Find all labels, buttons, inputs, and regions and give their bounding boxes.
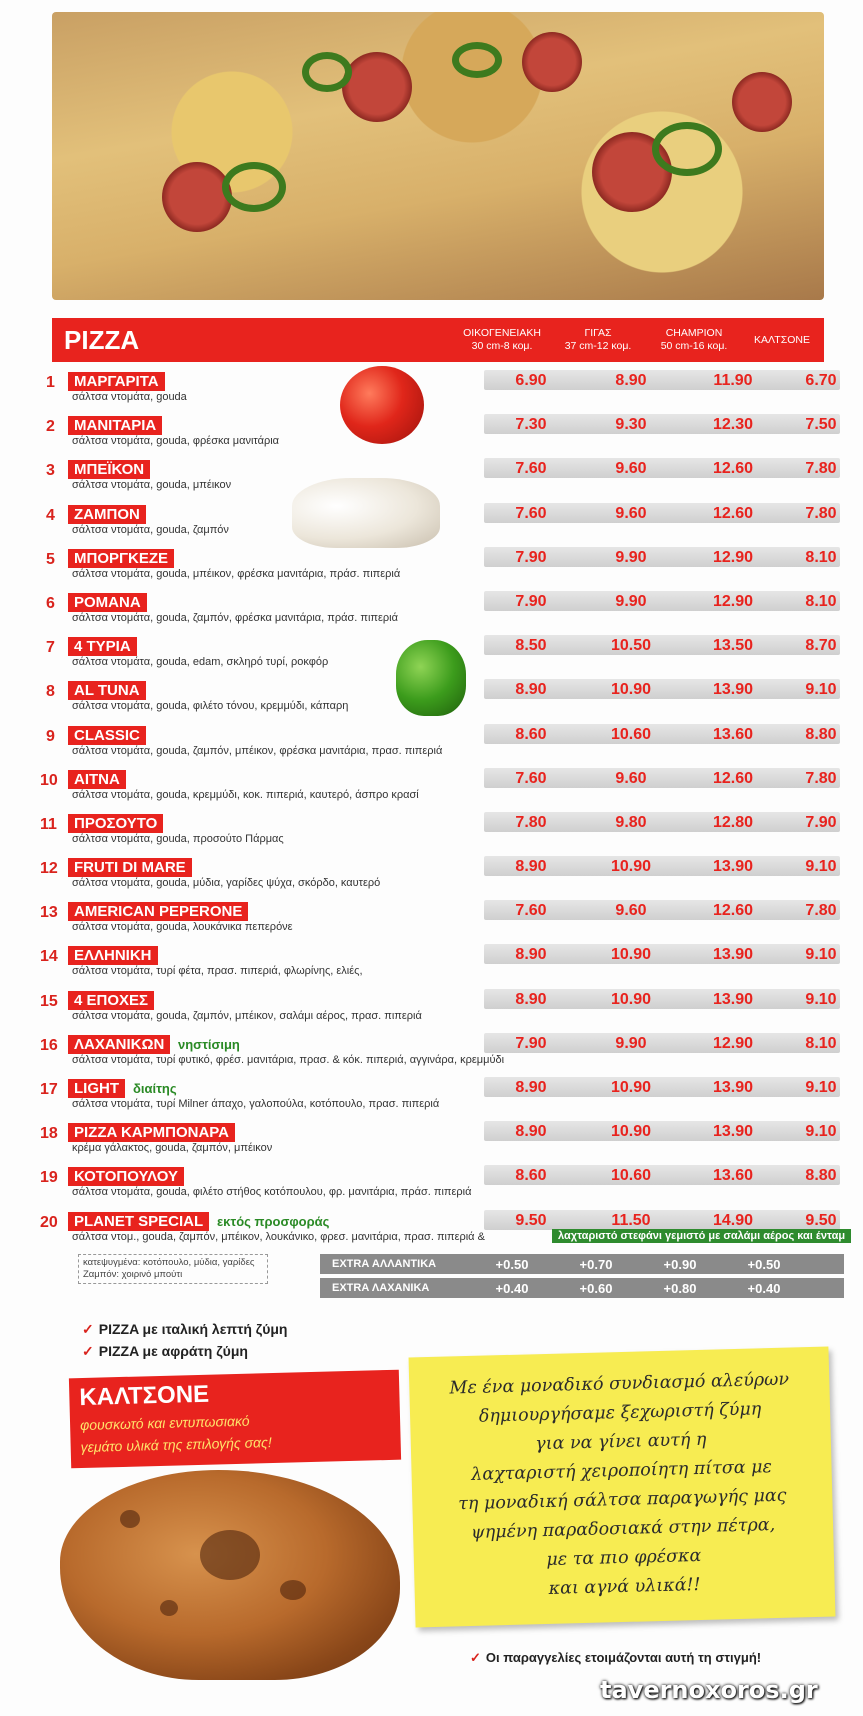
pizza-price: 7.90 <box>515 548 547 566</box>
pizza-row <box>44 366 844 410</box>
pizza-price: 8.90 <box>515 946 547 964</box>
pizza-row <box>44 675 844 719</box>
sticky-line: λαχταριστή χειροποίητη πίτσα με <box>470 1457 773 1485</box>
dough-option <box>82 1318 287 1340</box>
pizza-row <box>40 940 844 984</box>
pizza-number: 18 <box>40 1125 58 1143</box>
pizza-section-header <box>52 318 824 362</box>
calzone-subtitle: γεμάτο υλικά της επιλογής σας! <box>80 1434 272 1456</box>
pizza-name: CLASSIC <box>68 726 146 745</box>
pizza-price: 11.90 <box>713 372 753 389</box>
pizza-price: 9.90 <box>615 592 647 610</box>
pizza-row <box>40 1073 844 1117</box>
pizza-price: 7.80 <box>805 460 837 478</box>
extra-price: +0.60 <box>579 1280 613 1296</box>
pizza-price: 9.10 <box>805 858 837 876</box>
dough-option-label: PIZZA με ιταλική λεπτή ζύμη <box>98 1321 288 1337</box>
pizza-ingredients: σάλτσα ντομάτα, τυρί φυτικό, φρέσ. μανιτάρια, πρασ. & κόκ. πιπεριά, αγγινάρα, κρεμμύδι <box>72 1053 505 1066</box>
calzone-subtitle: φουσκωτό και εντυπωσιακό <box>79 1412 250 1434</box>
pizza-price: 9.90 <box>615 548 647 566</box>
pizza-number: 16 <box>40 1036 58 1054</box>
pizza-price: 10.90 <box>610 1079 652 1096</box>
pizza-number: 14 <box>40 948 58 966</box>
pizza-number: 8 <box>46 683 55 701</box>
sticky-line: και αγνά υλικά!! <box>548 1574 701 1599</box>
column-calzone-name: ΚΑΛΤΣΟΝΕ <box>754 333 810 346</box>
pizza-price: 8.80 <box>805 725 837 743</box>
pizza-price: 12.90 <box>712 592 754 610</box>
pizza-price: 13.90 <box>712 1079 754 1096</box>
pizza-price: 9.60 <box>615 902 647 920</box>
extra-price: +0.50 <box>495 1256 529 1272</box>
pizza-ingredients: σάλτσα ντομάτα, gouda, ζαμπόν, φρέσκα μανιτάρια, πράσ. πιπεριά <box>72 611 398 624</box>
check-icon: ✓ <box>470 1650 481 1665</box>
pizza-name: ΠΡΟΣΟΥΤΟ <box>68 814 163 833</box>
sticky-line: Με ένα μοναδικό συνδιασμό αλεύρων <box>449 1369 790 1399</box>
extra-row-vegetables <box>320 1278 844 1298</box>
pizza-number: 2 <box>46 418 55 436</box>
pizza-price: 7.60 <box>515 460 547 478</box>
pizza-tag: διαίτης <box>133 1081 177 1096</box>
pizza-price: 8.10 <box>805 592 837 610</box>
pizza-name: ΑΙΤΝΑ <box>68 770 126 789</box>
pizza-price: 13.90 <box>712 990 754 1008</box>
pizza-price: 7.80 <box>805 902 837 920</box>
pizza-row <box>40 852 844 896</box>
column-champion <box>646 327 742 353</box>
pizza-number: 7 <box>46 639 55 657</box>
pizza-price: 7.90 <box>805 813 837 831</box>
column-family-name: ΟΙΚΟΓΕΝΕΙΑΚΗ <box>463 327 541 339</box>
note-line: Ζαμπόν: χοιρινό μπούτι <box>83 1269 183 1280</box>
pizza-ingredients: σάλτσα ντομάτα, gouda, μπέικον, φρέσκα μανιτάρια, πράσ. πιπεριά <box>72 567 401 580</box>
pizza-price: 9.60 <box>615 769 647 787</box>
pizza-name: AL TUNA <box>68 681 146 700</box>
pizza-price: 13.90 <box>712 1123 754 1141</box>
pizza-row <box>40 1029 844 1073</box>
pizza-price: 13.90 <box>712 858 754 876</box>
pizza-price: 9.50 <box>515 1211 547 1229</box>
pizza-price: 12.60 <box>712 769 754 787</box>
pizza-row <box>44 587 844 631</box>
pizza-price: 10.60 <box>610 725 652 743</box>
pizza-ingredients: σάλτσα ντομάτα, gouda, ζαμπόν <box>72 523 229 536</box>
column-family-size: 30 cm-8 κομ. <box>471 340 533 352</box>
pizza-price: 8.90 <box>515 1079 547 1096</box>
pizza-name: ΛΑΧΑΝΙΚΩΝ <box>68 1035 170 1054</box>
pizza-row <box>44 410 844 454</box>
pizza-hero-image <box>52 12 824 300</box>
pizza-price: 7.60 <box>515 902 547 920</box>
pizza-number: 3 <box>46 462 55 480</box>
pizza-price: 9.30 <box>615 416 647 434</box>
pizza-price: 7.90 <box>515 592 547 610</box>
pizza-row <box>40 764 844 808</box>
pizza-tag: εκτός προσφοράς <box>217 1213 330 1229</box>
site-watermark: tavernoxoros.gr <box>600 1676 818 1704</box>
pizza-tag: νηστίσιμη <box>178 1036 240 1052</box>
pizza-price: 9.90 <box>615 1034 647 1052</box>
calzone-banner <box>69 1370 401 1469</box>
extra-price: +0.70 <box>579 1256 613 1272</box>
sticky-line: με τα πιο φρέσκα <box>546 1545 702 1571</box>
pizza-number: 12 <box>40 860 58 878</box>
pizza-name: ΕΛΛΗΝΙΚΗ <box>68 946 158 965</box>
pizza-price: 9.80 <box>615 813 647 831</box>
pizza-price: 12.90 <box>712 548 754 566</box>
pizza-price: 9.60 <box>615 460 647 478</box>
pizza-price: 11.50 <box>611 1211 651 1229</box>
pizza-section-title: PIZZA <box>64 324 140 355</box>
note-line: κατεψυγμένα: κοτόπουλο, μύδια, γαρίδες <box>83 1257 255 1268</box>
pizza-name: ΜΑΡΓΑΡΙΤΑ <box>68 372 165 391</box>
extra-price: +0.40 <box>495 1280 529 1296</box>
pizza-row <box>40 1161 844 1205</box>
pizza-number: 4 <box>46 506 55 524</box>
extra-price: +0.90 <box>663 1256 697 1272</box>
pizza-row <box>40 985 844 1029</box>
pizza-number: 5 <box>46 550 55 568</box>
pizza-name: ΜΠΟΡΓΚΕΖΕ <box>68 549 174 568</box>
pizza-price: 10.90 <box>610 990 652 1008</box>
pizza-row <box>44 720 844 764</box>
extra-label: EXTRA ΛΑΧΑΝΙΚΑ <box>332 1282 430 1294</box>
pizza-price: 7.60 <box>515 504 547 522</box>
pizza-price: 9.10 <box>805 681 837 699</box>
pizza-ingredients: σάλτσα ντομάτα, gouda, προσούτο Πάρμας <box>72 832 284 845</box>
pizza-ingredients: σάλτσα ντομ., gouda, ζαμπόν, μπέικον, λουκάνικο, φρεσ. μανιτάρια, πρασ. πιπεριά & <box>72 1230 485 1243</box>
column-calzone <box>742 334 822 347</box>
pizza-number: 9 <box>46 727 55 745</box>
pizza-price: 7.30 <box>515 416 547 434</box>
pizza-price: 10.90 <box>610 946 652 964</box>
pizza-price: 10.60 <box>610 1167 652 1185</box>
column-family <box>454 327 550 353</box>
pizza-price: 8.90 <box>515 858 547 876</box>
pizza-name: ΚΟΤΟΠΟΥΛΟΥ <box>68 1167 184 1186</box>
pizza-price: 13.60 <box>712 1167 754 1185</box>
pizza-price: 7.80 <box>805 504 837 522</box>
pizza-price: 8.70 <box>805 637 837 655</box>
pizza-row <box>40 808 844 852</box>
pizza-price: 13.60 <box>712 725 754 743</box>
sticky-line: δημιουργήσαμε ξεχωριστή ζύμη <box>478 1399 762 1427</box>
pizza-price: 13.90 <box>712 681 754 699</box>
sticky-line: τη μοναδική σάλτσα παραγωγής μας <box>457 1485 787 1515</box>
pizza-name: ΜΑΝΙΤΑΡΙΑ <box>68 416 162 435</box>
column-giant <box>550 327 646 353</box>
pizza-price: 10.90 <box>610 681 652 699</box>
pizza-number: 13 <box>40 904 58 922</box>
pizza-price: 8.60 <box>515 725 547 743</box>
pizza-ingredients: σάλτσα ντομάτα, gouda, edam, σκληρό τυρί, ροκφόρ <box>72 656 329 669</box>
pizza-ingredients: σάλτσα ντομάτα, gouda, ζαμπόν, μπέικον, φρέσκα μανιτάρια, πρασ. πιπεριά <box>72 744 443 757</box>
pizza-ingredients: σάλτσα ντομάτα, gouda, φιλέτο τόνου, κρεμμύδι, κάπαρη <box>72 700 349 713</box>
pizza-price: 10.90 <box>610 1123 652 1141</box>
pizza-price: 9.60 <box>615 504 647 522</box>
pizza-name: ΖΑΜΠΟΝ <box>68 505 146 524</box>
pizza-row <box>40 1117 844 1161</box>
pizza-name: AMERICAN PEPERONE <box>68 902 248 921</box>
pizza-number: 15 <box>40 992 58 1010</box>
pizza-price: 12.90 <box>712 1034 754 1052</box>
pizza-price: 12.60 <box>712 460 754 478</box>
column-giant-name: ΓΙΓΑΣ <box>584 327 612 339</box>
pizza-row <box>44 454 844 498</box>
ingredients-note <box>78 1254 268 1284</box>
pizza-name: LIGHT <box>68 1079 125 1098</box>
pizza-name: PIZZA ΚΑΡΜΠΟΝΑΡΑ <box>68 1123 235 1142</box>
pizza-price: 12.60 <box>712 504 754 522</box>
pizza-price: 6.90 <box>515 372 547 389</box>
extra-price: +0.80 <box>663 1280 697 1296</box>
pizza-price: 8.90 <box>515 1123 547 1141</box>
pizza-list <box>40 366 846 1250</box>
pizza-row <box>44 499 844 543</box>
extra-price: +0.40 <box>747 1280 781 1296</box>
pizza-ingredients: σάλτσα ντομάτα, τυρί Milner άπαχο, γαλοπούλα, κοτόπουλο, πρασ. πιπεριά <box>72 1098 440 1110</box>
pizza-ingredients: σάλτσα ντομάτα, gouda <box>72 391 187 403</box>
extra-label: EXTRA ΑΛΛΑΝΤΙΚΑ <box>332 1258 437 1270</box>
pizza-number: 17 <box>40 1081 58 1098</box>
pizza-name: FRUTI DI MARE <box>68 858 192 877</box>
calzone-title: ΚΑΛΤΣΟΝΕ <box>79 1380 210 1412</box>
pizza-ingredients: σάλτσα ντομάτα, gouda, ζαμπόν, μπέικον, σαλάμι αέρος, πρασ. πιπεριά <box>72 1009 422 1022</box>
pizza-price: 7.80 <box>805 769 837 787</box>
pizza-name: ΡΟΜΑΝΑ <box>68 593 147 612</box>
pizza-row <box>44 543 844 587</box>
pizza-price: 8.10 <box>805 548 837 566</box>
pizza-price: 10.90 <box>610 858 652 876</box>
extra-row-cold-cuts <box>320 1254 844 1274</box>
pizza-price: 7.50 <box>805 416 837 434</box>
pizza-ingredients: σάλτσα ντομάτα, gouda, κρεμμύδι, κοκ. πιπεριά, καυτερό, άσπρο κρασί <box>72 788 419 801</box>
footer-note <box>470 1650 761 1666</box>
pizza-number: 10 <box>40 771 58 789</box>
pizza-price: 8.50 <box>515 637 547 655</box>
calzone-image <box>60 1470 400 1680</box>
pizza-name: PLANET SPECIAL <box>68 1212 209 1231</box>
pizza-price: 8.60 <box>515 1167 547 1185</box>
pizza-price: 9.50 <box>805 1211 837 1229</box>
check-icon: ✓ <box>82 1321 94 1337</box>
pizza-price: 6.70 <box>805 372 837 389</box>
pizza-price: 12.60 <box>712 902 754 920</box>
column-champion-name: CHAMPION <box>665 327 723 339</box>
pizza-ingredients: σάλτσα ντομάτα, gouda, μπέικον <box>72 479 232 492</box>
pizza-ingredients: σάλτσα ντομάτα, gouda, φρέσκα μανιτάρια <box>72 435 280 448</box>
pizza-price: 14.90 <box>712 1211 754 1229</box>
pizza-price: 8.90 <box>515 681 547 699</box>
pizza-ingredients: κρέμα γάλακτος, gouda, ζαμπόν, μπέικον <box>72 1142 273 1155</box>
extra-price: +0.50 <box>747 1256 781 1272</box>
pizza-price: 8.10 <box>805 1034 837 1052</box>
pizza-name: 4 ΕΠΟΧΕΣ <box>68 991 154 1010</box>
dough-option <box>82 1340 287 1362</box>
promo-badge: λαχταριστό στεφάνι γεμιστό με σαλάμι αέρος και ένταμ <box>552 1229 851 1243</box>
pizza-number: 6 <box>46 594 55 612</box>
pizza-price: 9.10 <box>805 1079 837 1096</box>
pizza-price: 9.10 <box>805 990 837 1008</box>
pizza-price: 8.90 <box>615 372 647 389</box>
pizza-price: 13.50 <box>712 637 754 655</box>
check-icon: ✓ <box>82 1343 94 1359</box>
pizza-ingredients: σάλτσα ντομάτα, gouda, λουκάνικα πεπερόνε <box>72 921 293 934</box>
pizza-row <box>44 631 844 675</box>
column-champion-size: 50 cm-16 κομ. <box>660 340 728 352</box>
pizza-number: 11 <box>40 815 57 833</box>
pizza-ingredients: σάλτσα ντομάτα, gouda, μύδια, γαρίδες ψύχα, σκόρδο, καυτερό <box>72 877 381 890</box>
pizza-price: 8.80 <box>805 1167 837 1185</box>
pizza-name: 4 ΤΥΡΙΑ <box>68 637 137 656</box>
pizza-price: 9.10 <box>805 1123 837 1141</box>
pizza-price: 13.90 <box>712 946 754 964</box>
pizza-price: 12.80 <box>712 813 754 831</box>
dough-option-label: PIZZA με αφράτη ζύμη <box>98 1343 248 1359</box>
pizza-price: 12.30 <box>712 416 754 434</box>
pizza-name: ΜΠΕΪΚΟΝ <box>68 460 150 479</box>
pizza-row <box>40 1206 846 1250</box>
pizza-ingredients: σάλτσα ντομάτα, gouda, φιλέτο στήθος κοτόπουλου, φρ. μανιτάρια, πράσ. πιπεριά <box>72 1186 472 1199</box>
sticky-note <box>409 1347 836 1628</box>
pizza-price: 7.60 <box>515 769 547 787</box>
pizza-price: 7.80 <box>515 813 547 831</box>
pizza-price: 7.90 <box>515 1034 547 1052</box>
pizza-number: 1 <box>46 374 55 391</box>
sticky-line: για να γίνει αυτή η <box>534 1429 707 1455</box>
pizza-price: 8.90 <box>515 990 547 1008</box>
dough-options <box>82 1318 287 1362</box>
pizza-ingredients: σάλτσα ντομάτα, τυρί φέτα, πρασ. πιπεριά, φλωρίνης, ελιές, <box>72 965 363 978</box>
footer-note-text: Οι παραγγελίες ετοιμάζονται αυτή τη στιγμή! <box>485 1650 762 1665</box>
pizza-row <box>40 896 844 940</box>
pizza-number: 19 <box>40 1169 58 1187</box>
pizza-number: 20 <box>40 1213 58 1231</box>
pizza-price: 9.10 <box>805 946 837 964</box>
pizza-price: 10.50 <box>610 637 652 655</box>
column-giant-size: 37 cm-12 κομ. <box>564 340 632 352</box>
sticky-line: ψημένη παραδοσιακά στην πέτρα, <box>470 1515 776 1543</box>
